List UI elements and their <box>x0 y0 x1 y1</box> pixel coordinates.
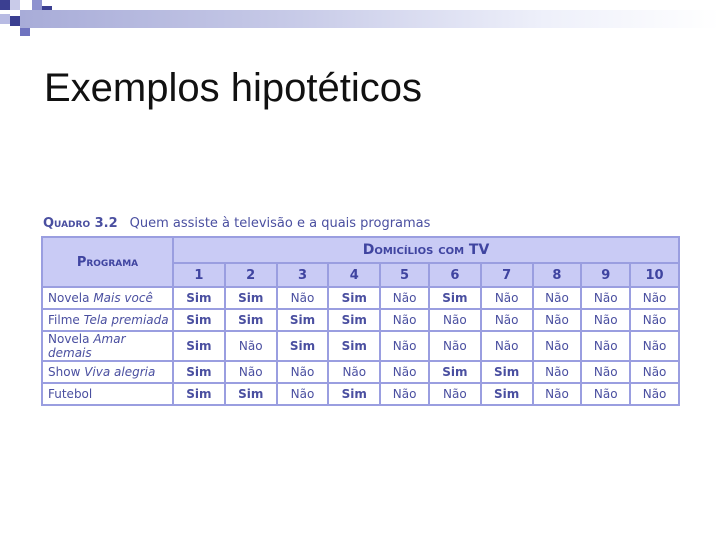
table-body <box>42 287 679 405</box>
table-cell: Sim <box>173 287 225 309</box>
table-cell: Não <box>630 287 679 309</box>
column-header: 7 <box>481 263 533 287</box>
table-cell: Sim <box>173 361 225 383</box>
table-cell: Não <box>630 361 679 383</box>
table-row <box>42 287 679 309</box>
table-cell: Sim <box>173 331 225 361</box>
decor-square-3 <box>32 0 42 10</box>
decor-square-5 <box>10 16 20 26</box>
table-cell: Sim <box>277 331 329 361</box>
table-cell: Sim <box>481 383 533 405</box>
column-header: 9 <box>581 263 630 287</box>
program-name <box>42 287 173 309</box>
decor-square-2 <box>10 0 20 10</box>
table-cell: Não <box>581 331 630 361</box>
table-cell: Não <box>380 383 429 405</box>
table-cell: Não <box>581 361 630 383</box>
table-cell: Não <box>429 383 481 405</box>
table-cell: Não <box>380 309 429 331</box>
table-cell: Sim <box>277 309 329 331</box>
table-label: Quadro 3.2 <box>43 216 118 231</box>
column-header: 2 <box>225 263 277 287</box>
table-row <box>42 383 679 405</box>
table-cell: Sim <box>328 383 380 405</box>
program-type: Filme <box>48 313 84 327</box>
program-name <box>42 361 173 383</box>
table-row <box>42 331 679 361</box>
table-cell: Não <box>481 287 533 309</box>
table-cell: Não <box>581 309 630 331</box>
program-title: Tela premiada <box>83 313 169 327</box>
table-cell: Não <box>630 331 679 361</box>
program-type: Futebol <box>48 387 93 401</box>
data-table <box>41 236 680 406</box>
program-title: Amar demais <box>48 332 126 360</box>
program-name <box>42 383 173 405</box>
column-header: 10 <box>630 263 679 287</box>
table-cell: Não <box>277 287 329 309</box>
table-cell: Não <box>533 331 582 361</box>
decor-gradient-bar <box>20 10 720 28</box>
table-cell: Não <box>225 361 277 383</box>
table-cell: Sim <box>429 361 481 383</box>
table-cell: Não <box>533 287 582 309</box>
program-name <box>42 309 173 331</box>
table-row <box>42 309 679 331</box>
column-header: 3 <box>277 263 329 287</box>
table-cell: Sim <box>328 287 380 309</box>
table-cell: Sim <box>328 331 380 361</box>
table-cell: Não <box>328 361 380 383</box>
program-type: Show <box>48 365 85 379</box>
table-caption-text: Quem assiste à televisão e a quais programas <box>129 216 431 231</box>
table-cell: Sim <box>429 287 481 309</box>
program-title: Mais você <box>93 291 153 305</box>
table-cell: Não <box>481 309 533 331</box>
decor-square-4 <box>0 14 10 24</box>
table-cell: Não <box>277 383 329 405</box>
table-cell: Não <box>225 331 277 361</box>
column-header: 1 <box>173 263 225 287</box>
table-cell: Sim <box>225 287 277 309</box>
table-cell: Não <box>533 361 582 383</box>
table-cell: Não <box>429 309 481 331</box>
table-cell: Não <box>429 331 481 361</box>
table-cell: Não <box>380 331 429 361</box>
program-title: Viva alegria <box>84 365 156 379</box>
table-caption <box>43 216 683 231</box>
column-header: 5 <box>380 263 429 287</box>
program-type: Novela <box>48 291 94 305</box>
program-header: Programa <box>42 237 173 287</box>
column-header: 6 <box>429 263 481 287</box>
table-cell: Não <box>533 383 582 405</box>
program-name <box>42 331 173 361</box>
table-cell: Sim <box>481 361 533 383</box>
table-cell: Sim <box>225 309 277 331</box>
households-header: Domicílios com TV <box>173 237 679 263</box>
table-cell: Não <box>533 309 582 331</box>
column-header: 4 <box>328 263 380 287</box>
table-cell: Não <box>380 287 429 309</box>
table-cell: Não <box>630 383 679 405</box>
column-header: 8 <box>533 263 582 287</box>
table-cell: Sim <box>173 309 225 331</box>
table-cell: Não <box>481 331 533 361</box>
table-cell: Sim <box>328 309 380 331</box>
table-row <box>42 361 679 383</box>
table-cell: Não <box>581 383 630 405</box>
table-cell: Não <box>380 361 429 383</box>
table-cell: Sim <box>173 383 225 405</box>
table-cell: Não <box>581 287 630 309</box>
decor-square-1 <box>0 0 10 10</box>
table-cell: Sim <box>225 383 277 405</box>
table-cell: Não <box>630 309 679 331</box>
slide-title: Exemplos hipotéticos <box>44 66 422 110</box>
table-cell: Não <box>277 361 329 383</box>
program-type: Novela <box>48 332 94 346</box>
